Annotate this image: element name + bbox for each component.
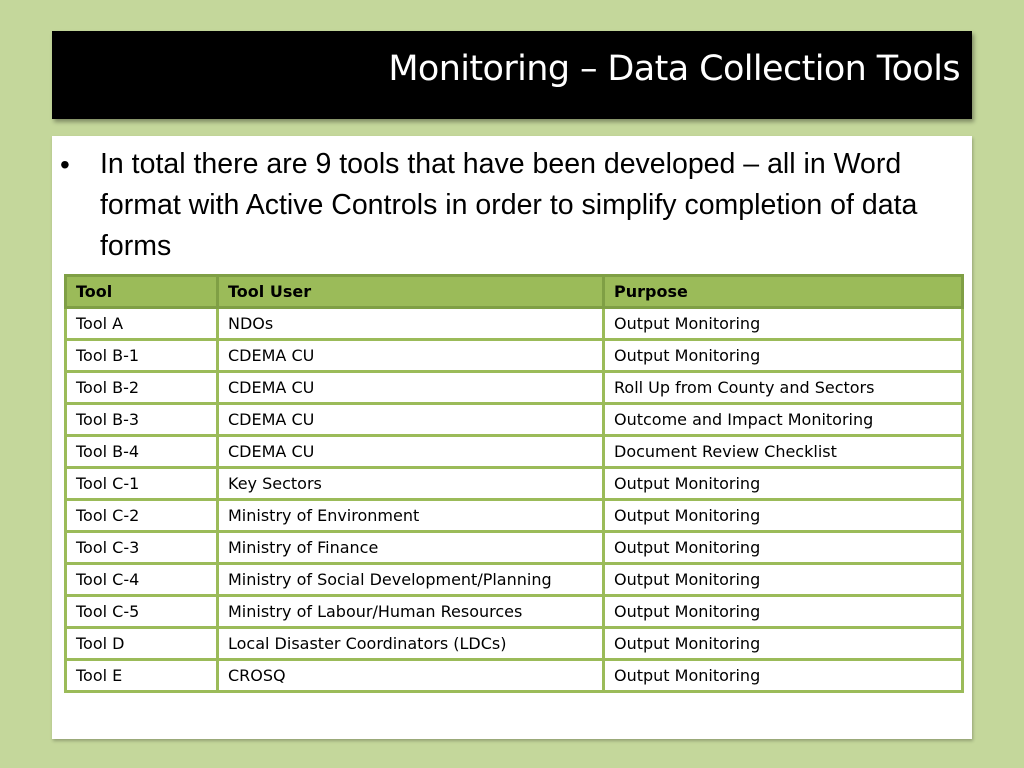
content-box: [52, 136, 972, 739]
cell-tool: Tool B-3: [66, 404, 218, 436]
header-tool-user: Tool User: [218, 276, 604, 308]
bullet-text: In total there are 9 tools that have been developed – all in Word format with Active Controls in order to simplify completion of data forms: [100, 148, 918, 262]
table-row: [66, 564, 963, 596]
cell-tool-user: Ministry of Finance: [218, 532, 604, 564]
cell-tool: Tool C-3: [66, 532, 218, 564]
table-row: [66, 532, 963, 564]
cell-tool: Tool E: [66, 660, 218, 692]
table-row: [66, 468, 963, 500]
table-row: [66, 404, 963, 436]
cell-tool-user: CDEMA CU: [218, 340, 604, 372]
table-row: [66, 340, 963, 372]
cell-tool: Tool C-4: [66, 564, 218, 596]
cell-tool: Tool C-1: [66, 468, 218, 500]
cell-tool-user: Ministry of Environment: [218, 500, 604, 532]
cell-purpose: Output Monitoring: [604, 532, 963, 564]
cell-purpose: Outcome and Impact Monitoring: [604, 404, 963, 436]
cell-purpose: Output Monitoring: [604, 500, 963, 532]
tools-table: [64, 274, 964, 693]
table-row: [66, 372, 963, 404]
cell-purpose: Output Monitoring: [604, 564, 963, 596]
cell-purpose: Output Monitoring: [604, 468, 963, 500]
table-row: [66, 596, 963, 628]
cell-tool: Tool D: [66, 628, 218, 660]
cell-purpose: Document Review Checklist: [604, 436, 963, 468]
table-row: [66, 308, 963, 340]
table-header-row: [66, 276, 963, 308]
cell-tool-user: Key Sectors: [218, 468, 604, 500]
cell-purpose: Output Monitoring: [604, 628, 963, 660]
bullet-item: [60, 144, 950, 267]
table-row: [66, 628, 963, 660]
bullet-icon: •: [60, 149, 70, 180]
cell-tool-user: Local Disaster Coordinators (LDCs): [218, 628, 604, 660]
cell-tool-user: CDEMA CU: [218, 372, 604, 404]
cell-purpose: Roll Up from County and Sectors: [604, 372, 963, 404]
cell-purpose: Output Monitoring: [604, 308, 963, 340]
cell-tool-user: CROSQ: [218, 660, 604, 692]
cell-tool: Tool C-2: [66, 500, 218, 532]
title-bar: [52, 31, 972, 119]
slide-title: Monitoring – Data Collection Tools: [388, 49, 960, 89]
cell-tool: Tool B-1: [66, 340, 218, 372]
cell-tool-user: Ministry of Labour/Human Resources: [218, 596, 604, 628]
cell-tool: Tool C-5: [66, 596, 218, 628]
cell-purpose: Output Monitoring: [604, 596, 963, 628]
cell-purpose: Output Monitoring: [604, 660, 963, 692]
cell-purpose: Output Monitoring: [604, 340, 963, 372]
header-tool: Tool: [66, 276, 218, 308]
cell-tool: Tool B-2: [66, 372, 218, 404]
cell-tool-user: CDEMA CU: [218, 436, 604, 468]
cell-tool-user: CDEMA CU: [218, 404, 604, 436]
cell-tool: Tool B-4: [66, 436, 218, 468]
table-row: [66, 436, 963, 468]
header-purpose: Purpose: [604, 276, 963, 308]
table-row: [66, 660, 963, 692]
cell-tool-user: NDOs: [218, 308, 604, 340]
table-row: [66, 500, 963, 532]
cell-tool-user: Ministry of Social Development/Planning: [218, 564, 604, 596]
cell-tool: Tool A: [66, 308, 218, 340]
